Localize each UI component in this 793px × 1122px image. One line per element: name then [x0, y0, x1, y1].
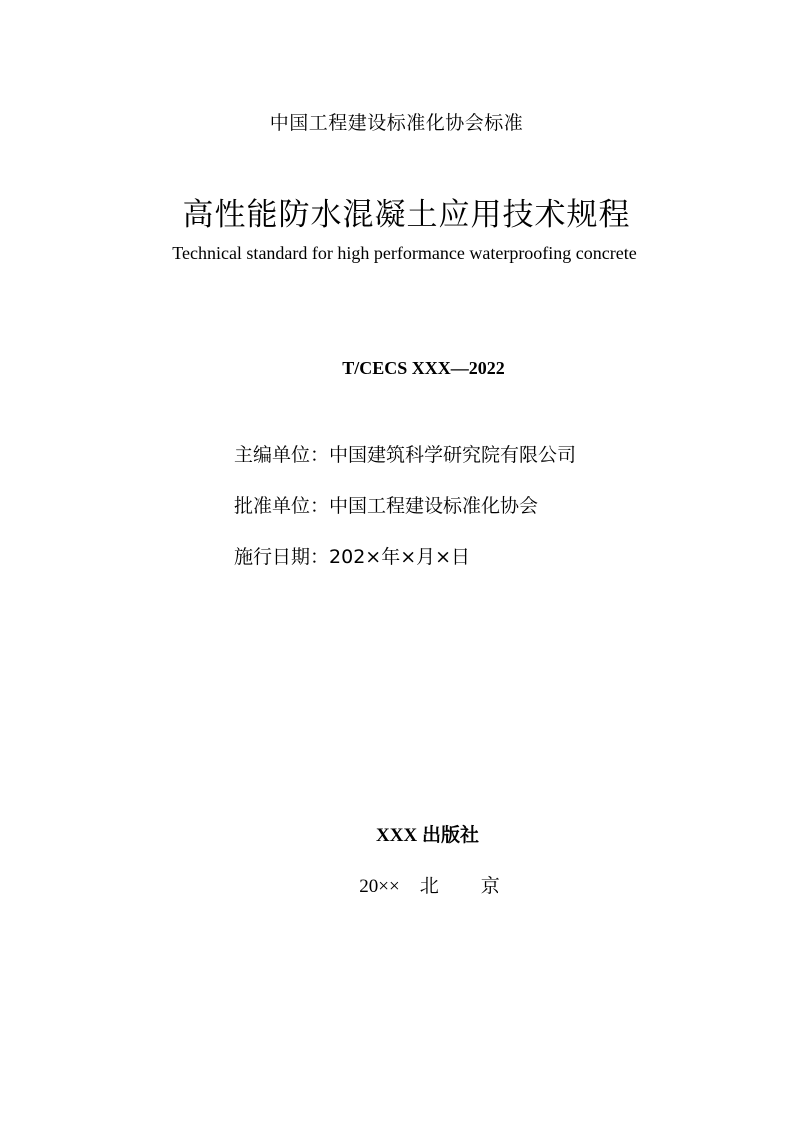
- city-char-1: 北: [419, 875, 439, 897]
- publication-year: 20××: [359, 876, 400, 897]
- publication-place: [33, 871, 793, 898]
- document-title-chinese: 高性能防水混凝土应用技术规程: [182, 197, 631, 233]
- approver-row: [234, 491, 576, 542]
- chief-editor-row: [234, 440, 576, 491]
- chief-editor-value: 中国建筑科学研究院有限公司: [329, 444, 577, 466]
- city-char-2: 京: [480, 875, 500, 897]
- approver-label: 批准单位：: [234, 495, 330, 517]
- publication-city: [420, 875, 500, 897]
- effective-date-row: [234, 542, 576, 593]
- publisher-name: XXX 出版社: [376, 825, 479, 846]
- organization-standard-header: 中国工程建设标准化协会标准: [269, 112, 524, 134]
- document-title-english: Technical standard for high performance waterproofing concrete: [172, 243, 637, 263]
- issuance-info: [234, 440, 576, 593]
- effective-date-label: 施行日期：: [234, 546, 330, 568]
- effective-date-value: 202×年×月×日: [329, 546, 471, 568]
- chief-editor-label: 主编单位：: [234, 444, 330, 466]
- approver-value: 中国工程建设标准化协会: [329, 495, 539, 517]
- standard-number: T/CECS XXX—2022: [342, 358, 505, 378]
